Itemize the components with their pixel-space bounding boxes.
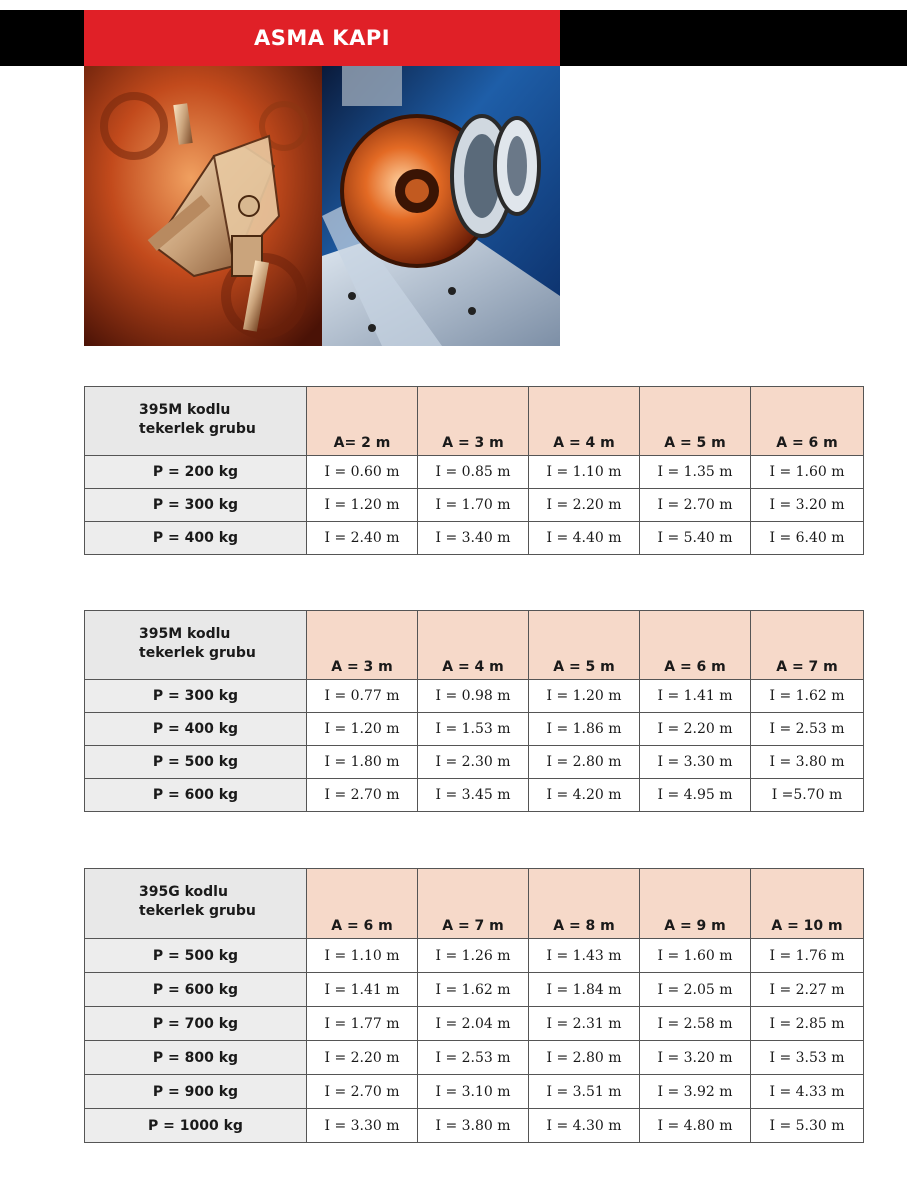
table-row (85, 746, 864, 779)
table-cell: I = 1.10 m (307, 939, 418, 973)
table-cell: I = 2.80 m (529, 1041, 640, 1075)
column-header: A = 5 m (640, 387, 751, 456)
page-title: ASMA KAPI (253, 26, 391, 50)
table-cell: I = 4.95 m (640, 779, 751, 812)
table-cell: I = 1.41 m (307, 973, 418, 1007)
table-cell: I = 1.20 m (307, 713, 418, 746)
table-cell: I = 3.30 m (307, 1109, 418, 1143)
wheel-group-desc: tekerlek grubu (139, 903, 256, 919)
table-header-row (85, 869, 864, 939)
wheel-group-desc: tekerlek grubu (139, 645, 256, 661)
wheel-group-label (85, 611, 307, 680)
table-row (85, 973, 864, 1007)
table-cell: I = 1.53 m (418, 713, 529, 746)
table-cell: I = 2.70 m (640, 489, 751, 522)
spec-table-1 (84, 386, 864, 555)
table-cell: I = 1.70 m (418, 489, 529, 522)
wheel-group-code: 395M kodlu (139, 626, 231, 642)
row-label: P = 700 kg (85, 1007, 307, 1041)
wheel-group-code: 395M kodlu (139, 402, 231, 418)
table-cell: I = 2.31 m (529, 1007, 640, 1041)
wheel-group-desc: tekerlek grubu (139, 421, 256, 437)
wheel-group-label (85, 387, 307, 456)
column-header: A = 6 m (307, 869, 418, 939)
table-cell: I = 2.20 m (640, 713, 751, 746)
column-header: A = 8 m (529, 869, 640, 939)
roller-wheel-photo (322, 66, 560, 346)
table-row (85, 1041, 864, 1075)
table-cell: I = 2.05 m (640, 973, 751, 1007)
table-cell: I = 6.40 m (751, 522, 864, 555)
table-cell: I = 0.85 m (418, 456, 529, 489)
table-cell: I = 2.53 m (418, 1041, 529, 1075)
table-cell: I = 5.30 m (751, 1109, 864, 1143)
table-cell: I = 2.27 m (751, 973, 864, 1007)
row-label: P = 500 kg (85, 939, 307, 973)
column-header: A = 7 m (751, 611, 864, 680)
table-row (85, 1075, 864, 1109)
column-header: A = 3 m (307, 611, 418, 680)
table-row (85, 680, 864, 713)
table-cell: I =5.70 m (751, 779, 864, 812)
row-label: P = 300 kg (85, 489, 307, 522)
table-cell: I = 1.26 m (418, 939, 529, 973)
wheel-group-label (85, 869, 307, 939)
column-header: A= 2 m (307, 387, 418, 456)
row-label: P = 300 kg (85, 680, 307, 713)
table-cell: I = 4.30 m (529, 1109, 640, 1143)
table-cell: I = 0.77 m (307, 680, 418, 713)
table-row (85, 489, 864, 522)
table-cell: I = 2.30 m (418, 746, 529, 779)
column-header: A = 9 m (640, 869, 751, 939)
row-label: P = 800 kg (85, 1041, 307, 1075)
row-label: P = 900 kg (85, 1075, 307, 1109)
table-cell: I = 3.40 m (418, 522, 529, 555)
table-cell: I = 4.40 m (529, 522, 640, 555)
table-cell: I = 2.70 m (307, 779, 418, 812)
table-cell: I = 3.20 m (751, 489, 864, 522)
row-label: P = 500 kg (85, 746, 307, 779)
column-header: A = 10 m (751, 869, 864, 939)
table-cell: I = 3.30 m (640, 746, 751, 779)
table-cell: I = 2.20 m (529, 489, 640, 522)
table-cell: I = 3.10 m (418, 1075, 529, 1109)
table-cell: I = 1.62 m (751, 680, 864, 713)
table-cell: I = 4.20 m (529, 779, 640, 812)
column-header: A = 6 m (751, 387, 864, 456)
table-cell: I = 2.40 m (307, 522, 418, 555)
row-label: P = 200 kg (85, 456, 307, 489)
table-cell: I = 3.92 m (640, 1075, 751, 1109)
table-cell: I = 1.20 m (529, 680, 640, 713)
column-header: A = 5 m (529, 611, 640, 680)
title-banner (84, 10, 560, 66)
table-cell: I = 1.43 m (529, 939, 640, 973)
table-cell: I = 0.98 m (418, 680, 529, 713)
table-cell: I = 2.80 m (529, 746, 640, 779)
table-row (85, 713, 864, 746)
table-cell: I = 2.04 m (418, 1007, 529, 1041)
table-cell: I = 4.80 m (640, 1109, 751, 1143)
table-cell: I = 3.51 m (529, 1075, 640, 1109)
table-cell: I = 1.62 m (418, 973, 529, 1007)
table-row (85, 939, 864, 973)
table-cell: I = 2.85 m (751, 1007, 864, 1041)
column-header: A = 4 m (418, 611, 529, 680)
table-cell: I = 1.80 m (307, 746, 418, 779)
table-cell: I = 1.60 m (751, 456, 864, 489)
column-header: A = 6 m (640, 611, 751, 680)
table-cell: I = 4.33 m (751, 1075, 864, 1109)
table-cell: I = 1.41 m (640, 680, 751, 713)
row-label: P = 400 kg (85, 522, 307, 555)
table-cell: I = 2.20 m (307, 1041, 418, 1075)
row-label: P = 600 kg (85, 779, 307, 812)
column-header: A = 4 m (529, 387, 640, 456)
table-cell: I = 5.40 m (640, 522, 751, 555)
column-header: A = 3 m (418, 387, 529, 456)
row-label: P = 600 kg (85, 973, 307, 1007)
table-header-row (85, 611, 864, 680)
hinge-mechanism-photo (84, 66, 322, 346)
spec-table-2 (84, 610, 864, 812)
table-cell: I = 0.60 m (307, 456, 418, 489)
table-row (85, 456, 864, 489)
table-row (85, 1007, 864, 1041)
table-cell: I = 3.53 m (751, 1041, 864, 1075)
table-cell: I = 1.84 m (529, 973, 640, 1007)
table-row (85, 779, 864, 812)
table-cell: I = 3.80 m (418, 1109, 529, 1143)
table-cell: I = 1.76 m (751, 939, 864, 973)
table-cell: I = 1.86 m (529, 713, 640, 746)
wheel-group-code: 395G kodlu (139, 884, 228, 900)
table-cell: I = 1.77 m (307, 1007, 418, 1041)
table-cell: I = 1.60 m (640, 939, 751, 973)
table-cell: I = 1.35 m (640, 456, 751, 489)
table-cell: I = 1.20 m (307, 489, 418, 522)
table-row (85, 1109, 864, 1143)
spec-table-3 (84, 868, 864, 1143)
table-cell: I = 3.45 m (418, 779, 529, 812)
row-label: P = 400 kg (85, 713, 307, 746)
column-header: A = 7 m (418, 869, 529, 939)
table-row (85, 522, 864, 555)
table-cell: I = 1.10 m (529, 456, 640, 489)
table-cell: I = 2.70 m (307, 1075, 418, 1109)
table-cell: I = 3.80 m (751, 746, 864, 779)
table-cell: I = 2.53 m (751, 713, 864, 746)
table-header-row (85, 387, 864, 456)
table-cell: I = 3.20 m (640, 1041, 751, 1075)
table-cell: I = 2.58 m (640, 1007, 751, 1041)
row-label: P = 1000 kg (85, 1109, 307, 1143)
